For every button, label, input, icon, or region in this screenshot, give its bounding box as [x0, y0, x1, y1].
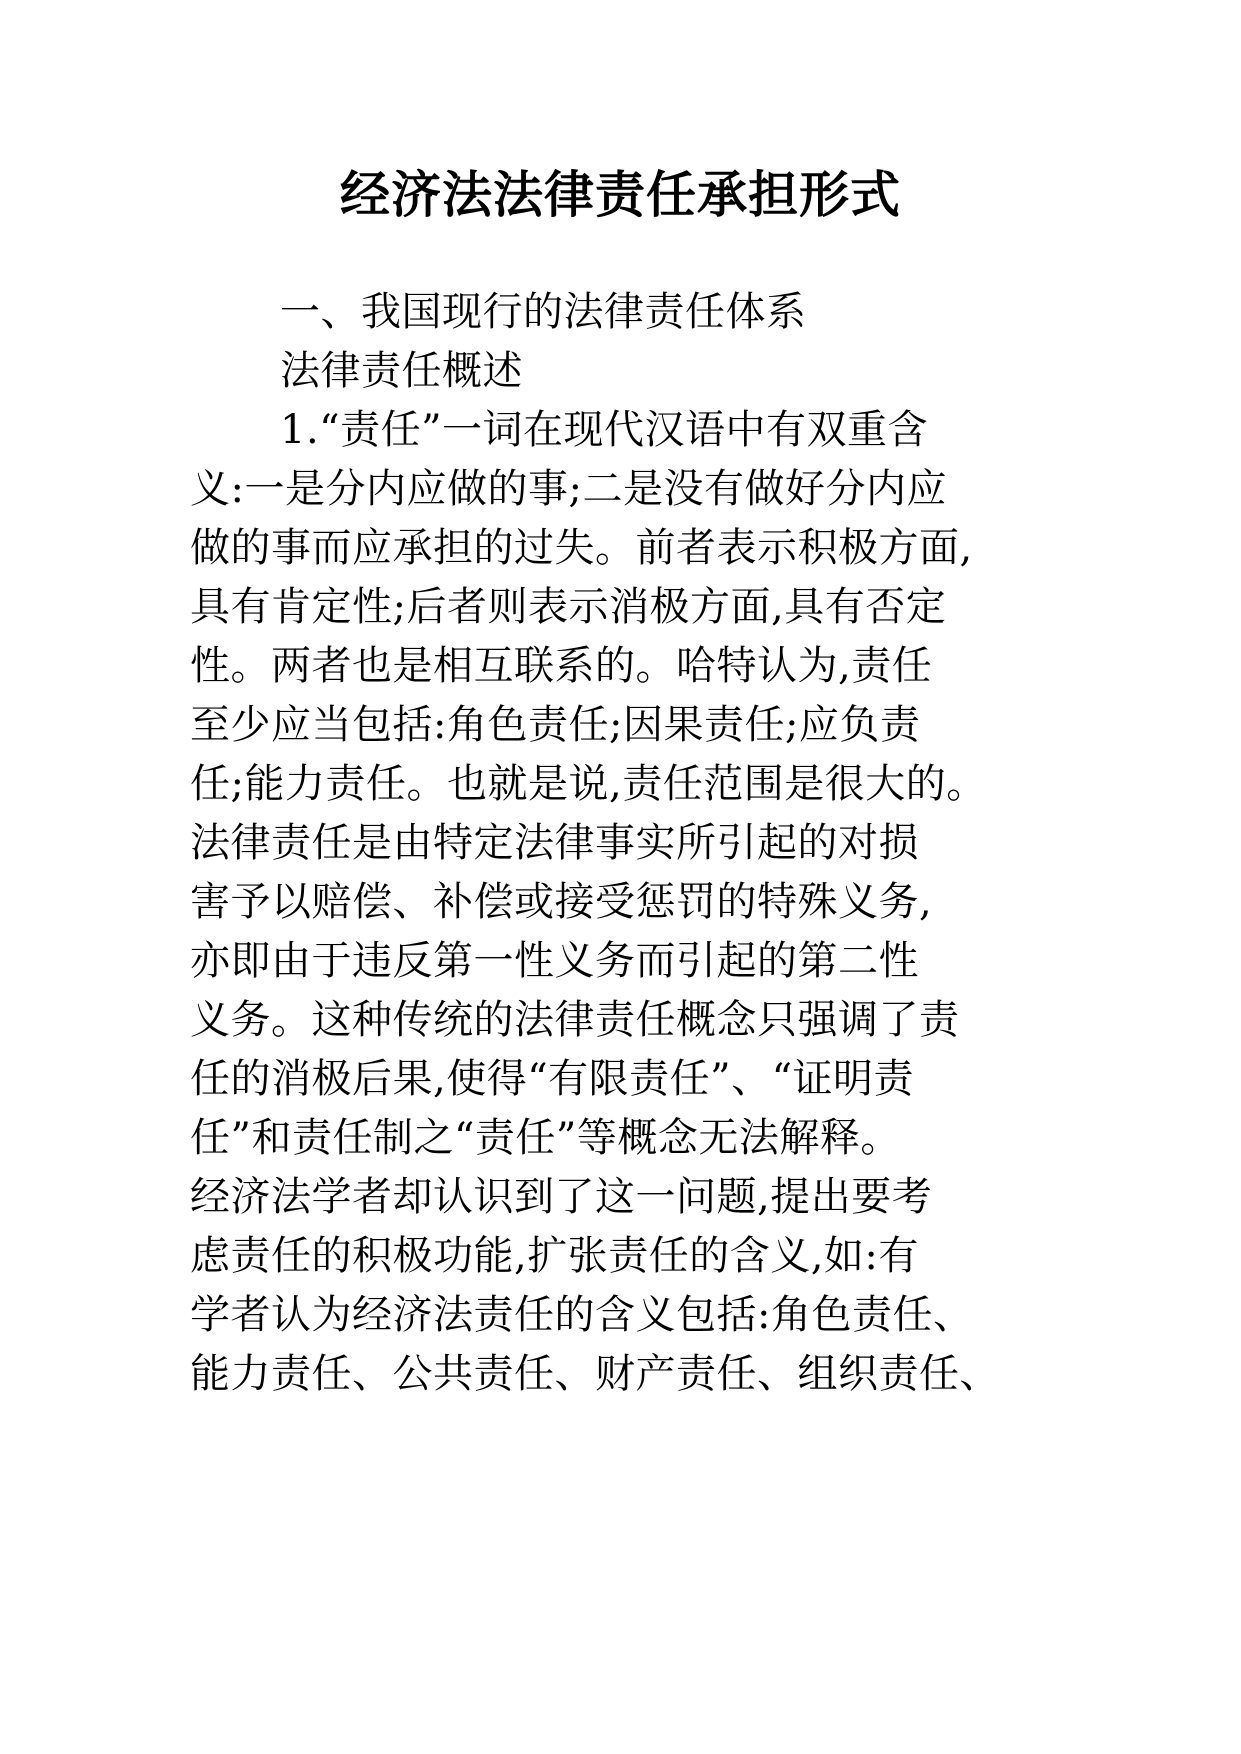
paragraph-line: 性。两者也是相互联系的。哈特认为,责任: [190, 643, 933, 689]
paragraph-line: 亦即由于违反第一性义务而引起的第二性: [190, 938, 919, 984]
paragraph-line: 1.“责任”一词在现代汉语中有双重含: [280, 407, 929, 453]
document-title: 经济法法律责任承担形式: [340, 166, 901, 224]
paragraph-line: 任”和责任制之“责任”等概念无法解释。: [190, 1115, 901, 1161]
paragraph-line: 做的事而应承担的过失。前者表示积极方面,: [190, 525, 973, 571]
subsection-heading: 法律责任概述: [280, 348, 523, 394]
paragraph-line: 虑责任的积极功能,扩张责任的含义,如:有: [190, 1233, 919, 1279]
paragraph-line: 义:一是分内应做的事;二是没有做好分内应: [190, 466, 947, 512]
paragraph-line: 学者认为经济法责任的含义包括:角色责任、: [190, 1292, 974, 1338]
paragraph-line: 能力责任、公共责任、财产责任、组织责任、: [190, 1351, 1000, 1397]
paragraph-line: 具有肯定性;后者则表示消极方面,具有否定: [190, 584, 947, 630]
paragraph-line: 任的消极后果,使得“有限责任”、“证明责: [190, 1056, 915, 1102]
paragraph-line: 经济法学者却认识到了这一问题,提出要考: [190, 1174, 933, 1220]
section-heading: 一、我国现行的法律责任体系: [280, 289, 807, 335]
paragraph-line: 法律责任是由特定法律事实所引起的对损: [190, 820, 919, 866]
paragraph-line: 至少应当包括:角色责任;因果责任;应负责: [190, 702, 921, 748]
paragraph-line: 害予以赔偿、补偿或接受惩罚的特殊义务,: [190, 879, 933, 925]
paragraph-line: 义务。这种传统的法律责任概念只强调了责: [190, 997, 960, 1043]
paragraph-line: 任;能力责任。也就是说,责任范围是很大的。: [190, 761, 987, 807]
